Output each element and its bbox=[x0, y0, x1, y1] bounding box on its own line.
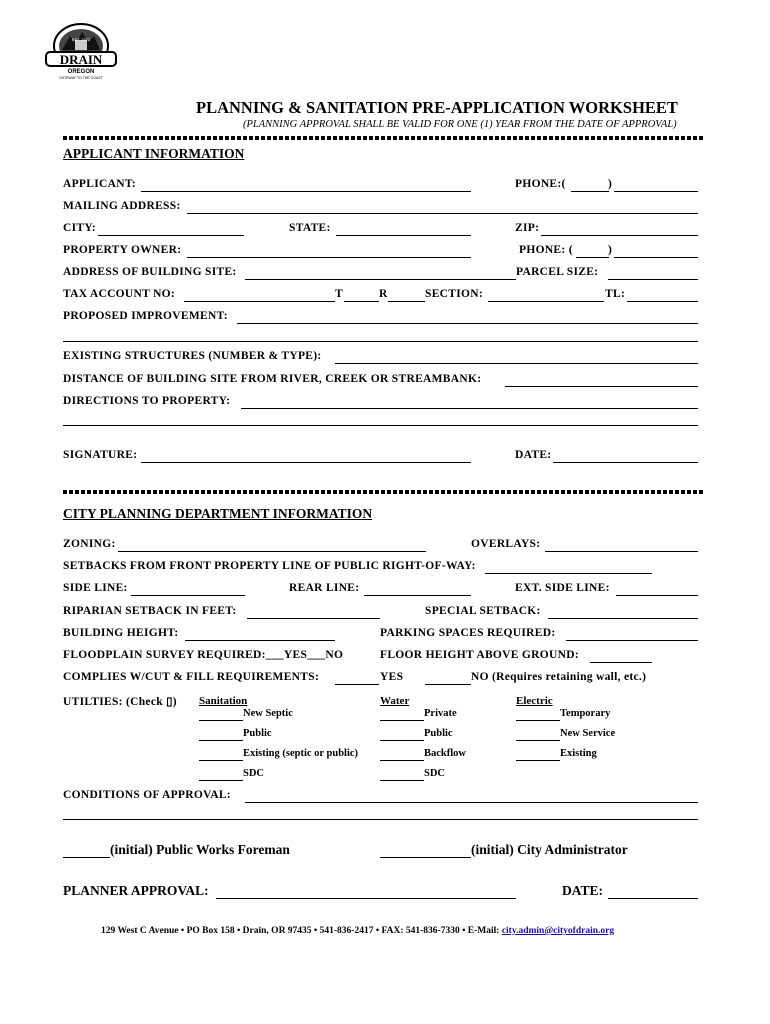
footer-email-link[interactable]: city.admin@cityofdrain.org bbox=[501, 926, 615, 936]
pw-foreman-label: (initial) Public Works Foreman bbox=[110, 842, 290, 857]
setbacks-label: SETBACKS FROM FRONT PROPERTY LINE OF PUBLIC RIGHT-OF-WAY: bbox=[63, 560, 476, 572]
parking-field[interactable] bbox=[566, 640, 698, 641]
floor-height-field[interactable] bbox=[590, 662, 652, 663]
t-field[interactable] bbox=[344, 301, 379, 302]
city-label: CITY: bbox=[63, 222, 97, 234]
tl-field[interactable] bbox=[627, 301, 698, 302]
sanitation-header: Sanitation bbox=[199, 695, 248, 707]
temporary-electric-label: Temporary bbox=[560, 708, 611, 719]
r-field[interactable] bbox=[388, 301, 425, 302]
riparian-label: RIPARIAN SETBACK IN FEET: bbox=[63, 605, 237, 617]
sdc-water-label: SDC bbox=[424, 768, 446, 779]
property-owner-label: PROPERTY OWNER: bbox=[63, 244, 182, 256]
setbacks-field[interactable] bbox=[485, 573, 652, 574]
proposed-improvement-field[interactable] bbox=[237, 323, 698, 324]
address-of-site-label: ADDRESS OF BUILDING SITE: bbox=[63, 266, 237, 278]
proposed-improvement-field-2[interactable] bbox=[63, 341, 698, 342]
overlays-label: OVERLAYS: bbox=[471, 538, 541, 550]
proposed-improvement-label: PROPOSED IMPROVEMENT: bbox=[63, 310, 228, 322]
tax-account-field[interactable] bbox=[184, 301, 335, 302]
floor-height-label: FLOOR HEIGHT ABOVE GROUND: bbox=[380, 649, 579, 661]
section-label: SECTION: bbox=[425, 288, 483, 300]
city-field[interactable] bbox=[98, 235, 244, 236]
section-field[interactable] bbox=[488, 301, 604, 302]
new-septic-label: New Septic bbox=[243, 708, 293, 719]
phone2-area-field[interactable] bbox=[576, 257, 609, 258]
applicant-label: APPLICANT: bbox=[63, 178, 137, 190]
new-septic-check[interactable] bbox=[199, 720, 243, 721]
planner-approval-field[interactable] bbox=[216, 898, 516, 899]
phone2-number-field[interactable] bbox=[614, 257, 698, 258]
parcel-size-field[interactable] bbox=[608, 279, 698, 280]
state-field[interactable] bbox=[336, 235, 471, 236]
date-label: DATE: bbox=[515, 449, 552, 461]
city-section-heading: CITY PLANNING DEPARTMENT INFORMATION bbox=[63, 506, 373, 521]
pw-foreman-initial-field[interactable] bbox=[63, 857, 110, 858]
public-sanitation-label: Public bbox=[243, 728, 272, 739]
zip-label: ZIP: bbox=[515, 222, 540, 234]
page-title: PLANNING & SANITATION PRE-APPLICATION WORKSHEET bbox=[196, 98, 678, 117]
phone2-close: ) bbox=[608, 244, 613, 256]
zoning-field[interactable] bbox=[118, 551, 426, 552]
private-water-label: Private bbox=[424, 708, 457, 719]
special-setback-field[interactable] bbox=[548, 618, 698, 619]
conditions-field-2[interactable] bbox=[63, 819, 698, 820]
public-water-label: Public bbox=[424, 728, 453, 739]
building-height-field[interactable] bbox=[185, 640, 335, 641]
signature-label: SIGNATURE: bbox=[63, 449, 138, 461]
phone-area-field[interactable] bbox=[571, 191, 609, 192]
tax-account-label: TAX ACCOUNT NO: bbox=[63, 288, 176, 300]
complies-no-label: NO (Requires retaining wall, etc.) bbox=[471, 671, 647, 683]
phone2-label: PHONE: ( bbox=[519, 244, 573, 256]
sdc-sanitation-label: SDC bbox=[243, 768, 265, 779]
footer-contact: 129 West C Avenue • PO Box 158 • Drain, OR 97435 • 541-836-2417 • FAX: 541-836-7330 • E-Mail: bbox=[101, 926, 500, 936]
r-label: R bbox=[379, 288, 388, 300]
mailing-address-label: MAILING ADDRESS: bbox=[63, 200, 181, 212]
logo-name: DRAIN bbox=[59, 52, 103, 67]
water-header: Water bbox=[380, 695, 410, 707]
new-service-label: New Service bbox=[560, 728, 616, 739]
building-height-label: BUILDING HEIGHT: bbox=[63, 627, 179, 639]
state-label: STATE: bbox=[289, 222, 331, 234]
separator bbox=[63, 136, 705, 140]
directions-field-2[interactable] bbox=[63, 425, 698, 426]
public-water-check[interactable] bbox=[380, 740, 424, 741]
existing-structures-field[interactable] bbox=[335, 363, 698, 364]
backflow-label: Backflow bbox=[424, 748, 466, 759]
footer-address bbox=[101, 926, 614, 936]
logo-top-text: EST. 1872 bbox=[71, 37, 91, 42]
new-service-check[interactable] bbox=[516, 740, 560, 741]
phone-label: PHONE:( bbox=[515, 178, 566, 190]
complies-yes-field[interactable] bbox=[335, 684, 379, 685]
planner-date-field[interactable] bbox=[608, 898, 698, 899]
side-line-label: SIDE LINE: bbox=[63, 582, 128, 594]
sdc-sanitation-check[interactable] bbox=[199, 780, 243, 781]
parcel-size-label: PARCEL SIZE: bbox=[516, 266, 599, 278]
ext-side-line-label: EXT. SIDE LINE: bbox=[515, 582, 610, 594]
conditions-field[interactable] bbox=[245, 802, 698, 803]
property-owner-field[interactable] bbox=[187, 257, 471, 258]
existing-sanitation-check[interactable] bbox=[199, 760, 243, 761]
t-label: T bbox=[335, 288, 343, 300]
rear-line-label: REAR LINE: bbox=[289, 582, 360, 594]
side-line-field[interactable] bbox=[131, 595, 245, 596]
phone-close: ) bbox=[608, 178, 613, 190]
overlays-field[interactable] bbox=[545, 551, 698, 552]
applicant-field[interactable] bbox=[141, 191, 471, 192]
planner-approval-label: PLANNER APPROVAL: bbox=[63, 883, 209, 898]
directions-label: DIRECTIONS TO PROPERTY: bbox=[63, 395, 231, 407]
date-field[interactable] bbox=[553, 462, 698, 463]
rear-line-field[interactable] bbox=[364, 595, 471, 596]
complies-no-field[interactable] bbox=[425, 684, 471, 685]
city-admin-label: (initial) City Administrator bbox=[471, 842, 628, 857]
backflow-check[interactable] bbox=[380, 760, 424, 761]
applicant-section-heading: APPLICANT INFORMATION bbox=[63, 146, 245, 161]
logo-tagline: GATEWAY TO THE COAST bbox=[59, 76, 103, 80]
existing-structures-label: EXISTING STRUCTURES (NUMBER & TYPE): bbox=[63, 350, 322, 362]
utilities-label: UTILTIES: (Check ▯) bbox=[63, 696, 177, 708]
separator bbox=[63, 490, 705, 494]
zoning-label: ZONING: bbox=[63, 538, 116, 550]
parking-label: PARKING SPACES REQUIRED: bbox=[380, 627, 556, 639]
public-sanitation-check[interactable] bbox=[199, 740, 243, 741]
riparian-field[interactable] bbox=[247, 618, 380, 619]
distance-field[interactable] bbox=[505, 386, 698, 387]
existing-sanitation-label: Existing (septic or public) bbox=[243, 748, 359, 759]
private-water-check[interactable] bbox=[380, 720, 424, 721]
logo-state: OREGON bbox=[67, 69, 95, 75]
electric-header: Electric bbox=[516, 695, 553, 707]
ext-side-line-field[interactable] bbox=[616, 595, 698, 596]
complies-yes-label: YES bbox=[380, 671, 404, 683]
mailing-address-field[interactable] bbox=[187, 213, 698, 214]
signature-field[interactable] bbox=[141, 462, 471, 463]
existing-electric-label: Existing bbox=[560, 748, 597, 759]
city-of-drain-logo bbox=[42, 22, 120, 82]
address-of-site-field[interactable] bbox=[245, 279, 516, 280]
distance-label: DISTANCE OF BUILDING SITE FROM RIVER, CREEK OR STREAMBANK: bbox=[63, 373, 482, 385]
sdc-water-check[interactable] bbox=[380, 780, 424, 781]
phone-number-field[interactable] bbox=[614, 191, 698, 192]
special-setback-label: SPECIAL SETBACK: bbox=[425, 605, 541, 617]
existing-electric-check[interactable] bbox=[516, 760, 560, 761]
complies-label: COMPLIES W/CUT & FILL REQUIREMENTS: bbox=[63, 671, 320, 683]
tl-label: TL: bbox=[605, 288, 626, 300]
conditions-label: CONDITIONS OF APPROVAL: bbox=[63, 789, 231, 801]
temporary-electric-check[interactable] bbox=[516, 720, 560, 721]
directions-field[interactable] bbox=[241, 408, 698, 409]
floodplain-label[interactable]: FLOODPLAIN SURVEY REQUIRED:___YES___NO bbox=[63, 649, 344, 661]
zip-field[interactable] bbox=[541, 235, 698, 236]
page-subtitle: (PLANNING APPROVAL SHALL BE VALID FOR ONE (1) YEAR FROM THE DATE OF APPROVAL) bbox=[243, 119, 677, 130]
city-admin-initial-field[interactable] bbox=[380, 857, 471, 858]
planner-date-label: DATE: bbox=[562, 883, 604, 898]
